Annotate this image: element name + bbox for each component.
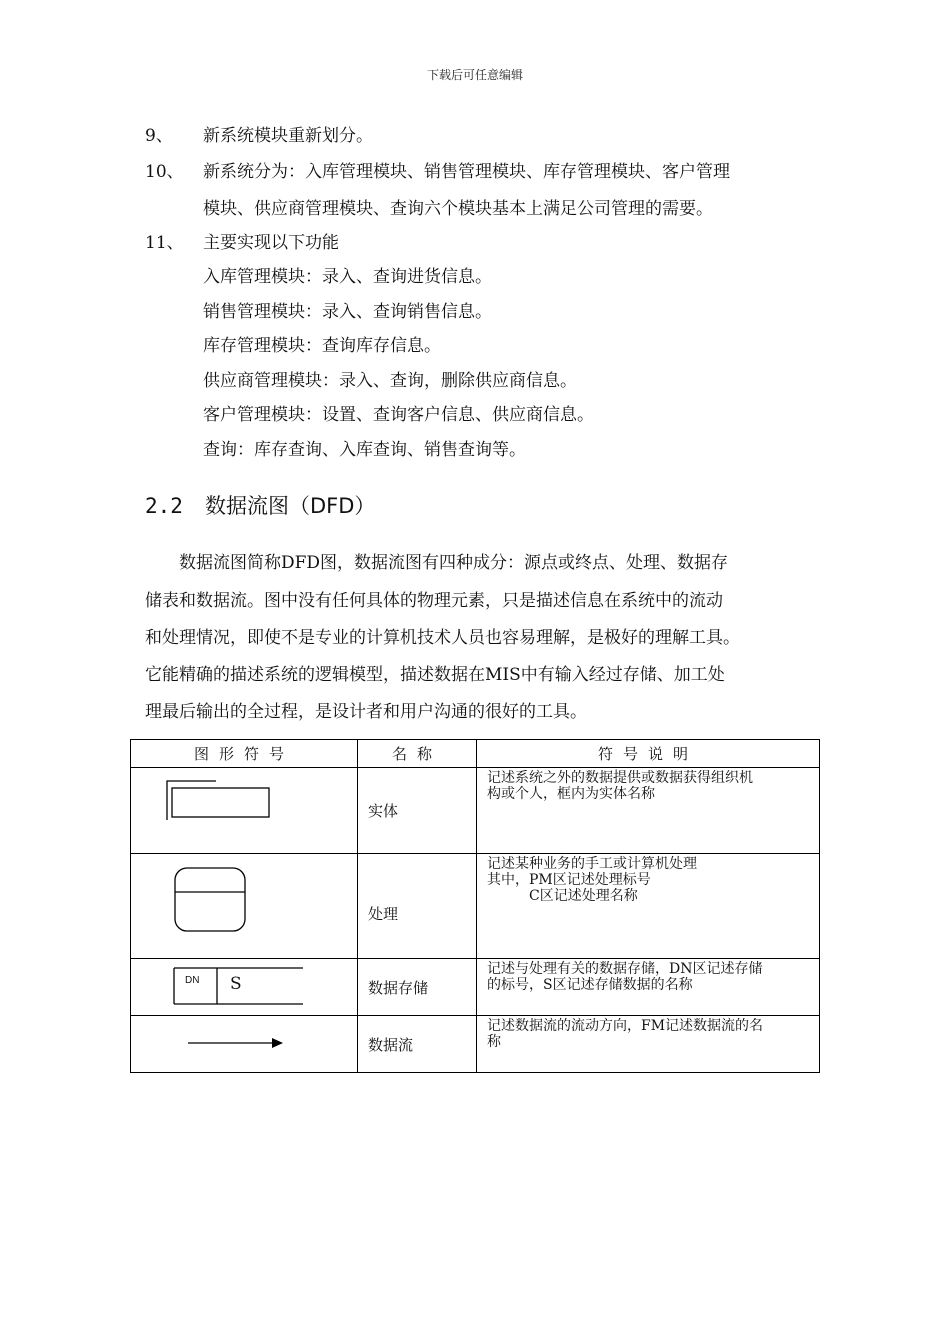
paragraph-line: 储表和数据流。图中没有任何具体的物理元素，只是描述信息在系统中的流动 [145, 591, 723, 611]
section-number: 2.2 [145, 494, 183, 518]
symbol-name: 处理 [368, 905, 399, 923]
process-symbol-icon [131, 854, 357, 959]
function-line: 库存管理模块：查询库存信息。 [203, 336, 441, 356]
entity-symbol-icon [131, 768, 357, 854]
dn-label: DN [185, 975, 200, 986]
section-heading [145, 488, 375, 524]
header-description: 符号说明 [477, 740, 820, 768]
process-symbol-cell [131, 854, 358, 959]
desc-line: 记述与处理有关的数据存储，DN区记述存储 [487, 961, 763, 977]
function-line: 供应商管理模块：录入、查询，删除供应商信息。 [203, 371, 577, 391]
table-row [131, 959, 820, 1016]
dataflow-desc-cell [477, 1016, 820, 1073]
header-symbol: 图形符号 [131, 740, 358, 768]
table-header-row [131, 740, 820, 768]
s-label: S [230, 974, 242, 994]
desc-line: 称 [487, 1034, 501, 1050]
desc-line: 构或个人，框内为实体名称 [487, 786, 655, 802]
dfd-symbol-table [130, 739, 820, 1073]
table-row [131, 768, 820, 854]
datastore-name-cell [358, 959, 477, 1016]
entity-desc-cell [477, 768, 820, 854]
dataflow-name-cell [358, 1016, 477, 1073]
table-row [131, 1016, 820, 1073]
function-line: 查询：库存查询、入库查询、销售查询等。 [203, 440, 526, 460]
list-text: 新系统分为：入库管理模块、销售管理模块、库存管理模块、客户管理 [203, 162, 730, 182]
list-text: 主要实现以下功能 [203, 233, 339, 253]
function-line: 入库管理模块：录入、查询进货信息。 [203, 267, 492, 287]
desc-line: 记述数据流的流动方向，FM记述数据流的名 [487, 1018, 764, 1034]
symbol-name: 数据存储 [368, 979, 429, 997]
list-item-10 [145, 155, 730, 189]
dataflow-symbol-cell [131, 1016, 358, 1073]
function-line: 销售管理模块：录入、查询销售信息。 [203, 302, 492, 322]
process-desc-cell [477, 854, 820, 959]
list-item-10-continuation: 模块、供应商管理模块、查询六个模块基本上满足公司管理的需要。 [203, 199, 713, 219]
list-text: 新系统模块重新划分。 [203, 126, 373, 146]
datastore-symbol-cell [131, 959, 358, 1016]
process-name-cell [358, 854, 477, 959]
page-header: 下载后可任意编辑 [426, 68, 523, 82]
paragraph-line: 它能精确的描述系统的逻辑模型，描述数据在MIS中有输入经过存储、加工处 [145, 665, 725, 685]
paragraph-line: 数据流图简称DFD图，数据流图有四种成分：源点或终点、处理、数据存 [145, 553, 729, 573]
list-number: 9、 [145, 126, 173, 146]
header-name: 名称 [358, 740, 477, 768]
desc-line: 记述某种业务的手工或计算机处理 [487, 856, 697, 872]
desc-line: C区记述处理名称 [487, 888, 638, 904]
desc-line: 其中，PM区记述处理标号 [487, 872, 651, 888]
entity-symbol-cell [131, 768, 358, 854]
function-line: 客户管理模块：设置、查询客户信息、供应商信息。 [203, 405, 594, 425]
list-number: 11、 [145, 233, 184, 253]
paragraph-line: 理最后输出的全过程，是设计者和用户沟通的很好的工具。 [145, 702, 587, 722]
desc-line: 记述系统之外的数据提供或数据获得组织机 [487, 770, 753, 786]
datastore-desc-cell [477, 959, 820, 1016]
symbol-name: 数据流 [368, 1036, 414, 1054]
paragraph-line: 和处理情况，即使不是专业的计算机技术人员也容易理解，是极好的理解工具。 [145, 628, 740, 648]
list-number: 10、 [145, 162, 184, 182]
table-row [131, 854, 820, 959]
entity-name-cell [358, 768, 477, 854]
list-item-11 [145, 226, 339, 260]
list-item-9 [145, 119, 373, 153]
desc-line: 的标号，S区记述存储数据的名称 [487, 977, 693, 993]
section-title: 数据流图（DFD） [205, 494, 376, 518]
arrow-right-icon [131, 1016, 357, 1073]
symbol-name: 实体 [368, 802, 399, 820]
datastore-symbol-icon [131, 959, 357, 1016]
